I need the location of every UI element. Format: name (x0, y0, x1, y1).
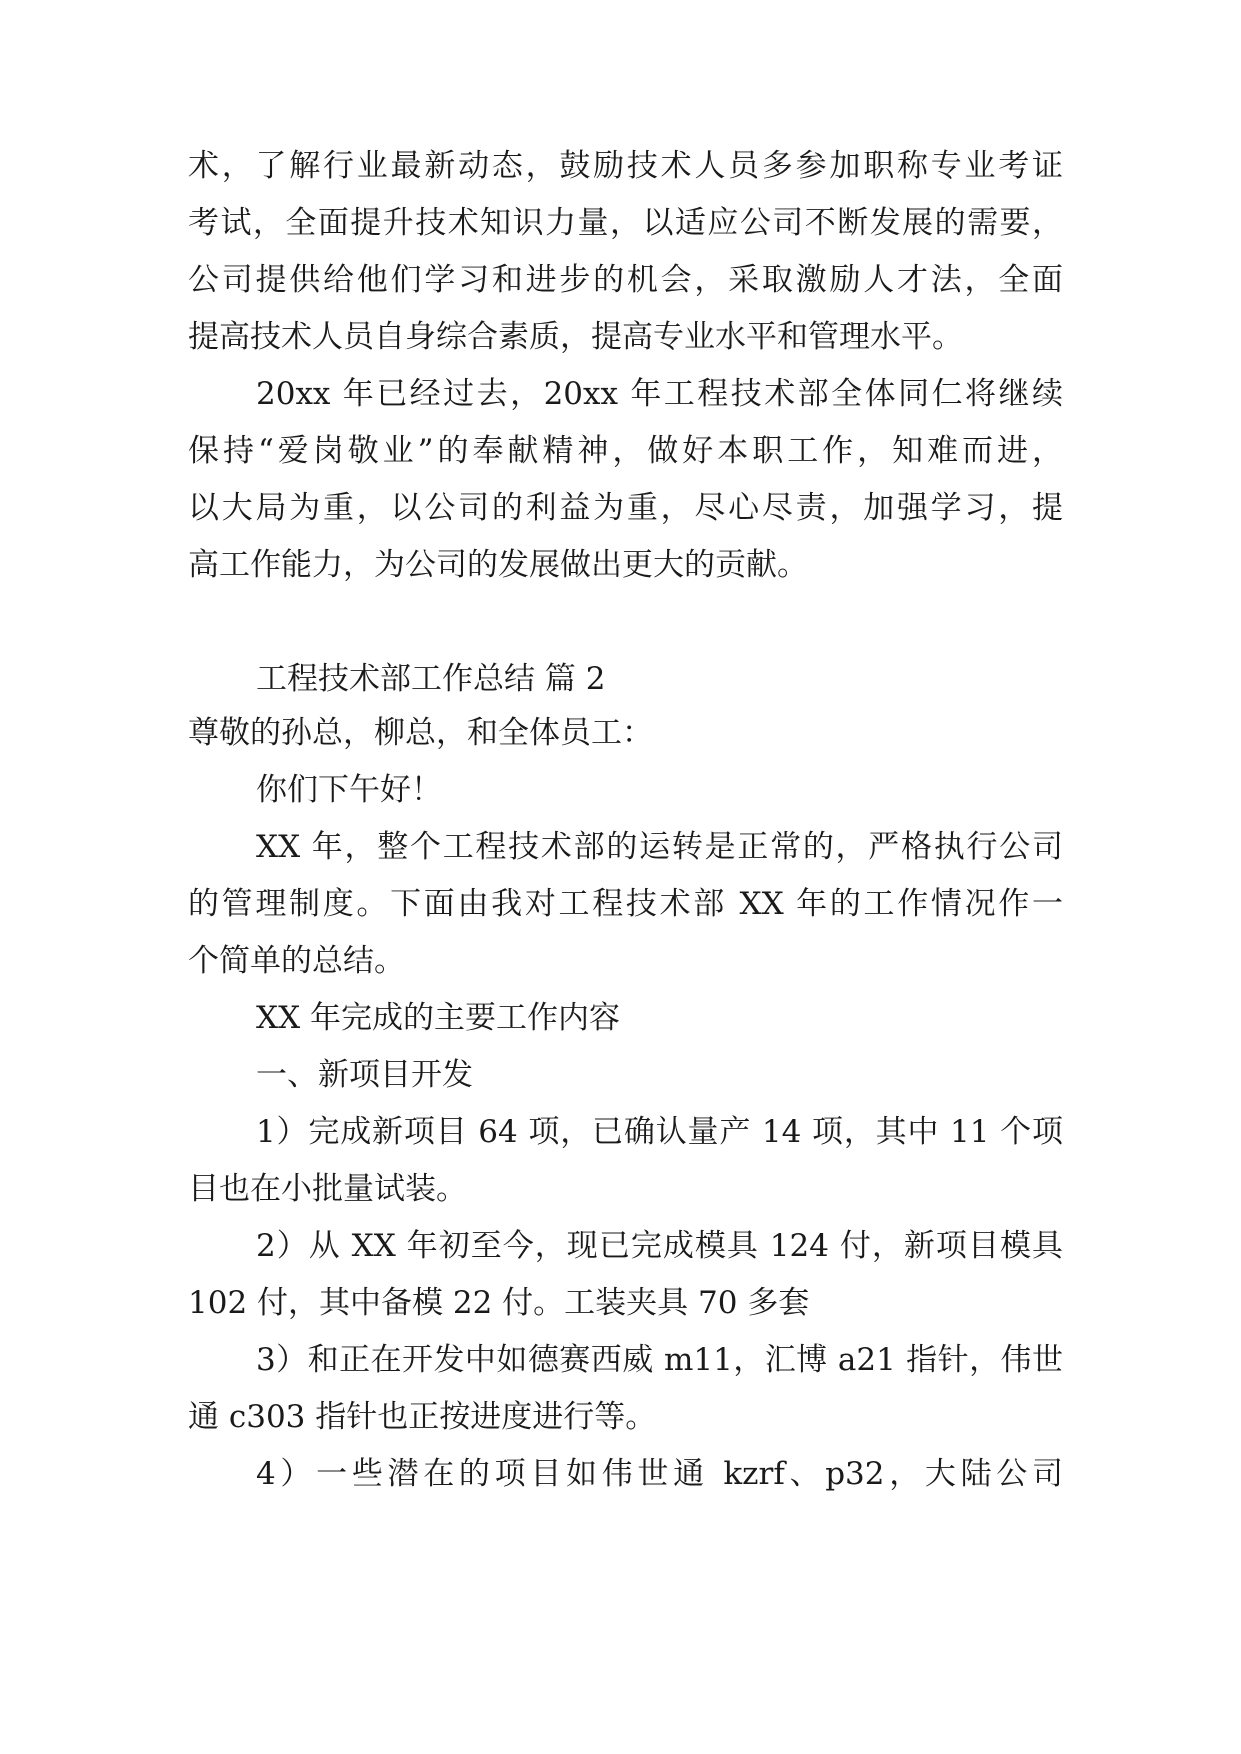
text-line: 高工作能力，为公司的发展做出更大的贡献。 (188, 547, 808, 583)
salutation: 尊敬的孙总，柳总，和全体员工： (188, 715, 653, 751)
text-line: 保持“爱岗敬业”的奉献精神，做好本职工作，知难而进， (188, 433, 1063, 469)
greeting: 你们下午好！ (256, 772, 442, 808)
section-heading: 工程技术部工作总结 篇 2 (256, 661, 606, 697)
list-item: 4）一些潜在的项目如伟世通 kzrf、p32，大陆公司 (256, 1456, 1063, 1492)
list-item-continued: 102 付，其中备模 22 付。工装夹具 70 多套 (188, 1285, 810, 1321)
text-line: 20xx 年已经过去，20xx 年工程技术部全体同仁将继续 (256, 376, 1063, 412)
text-line: 考试，全面提升技术知识力量，以适应公司不断发展的需要， (188, 205, 1063, 241)
list-item-continued: 通 c303 指针也正按进度进行等。 (188, 1399, 657, 1435)
subheading: XX 年完成的主要工作内容 (256, 1000, 620, 1036)
text-line: 的管理制度。下面由我对工程技术部 XX 年的工作情况作一 (188, 886, 1063, 922)
list-item: 3）和正在开发中如德赛西威 m11，汇博 a21 指针，伟世 (256, 1342, 1063, 1378)
text-line: 术，了解行业最新动态，鼓励技术人员多参加职称专业考证 (188, 148, 1063, 184)
text-line: 个简单的总结。 (188, 943, 405, 979)
list-item: 1）完成新项目 64 项，已确认量产 14 项，其中 11 个项 (256, 1114, 1063, 1150)
list-item-continued: 目也在小批量试装。 (188, 1171, 467, 1207)
text-line: XX 年，整个工程技术部的运转是正常的，严格执行公司 (256, 829, 1063, 865)
text-line: 公司提供给他们学习和进步的机会，采取激励人才法，全面 (188, 262, 1063, 298)
list-item: 2）从 XX 年初至今，现已完成模具 124 付，新项目模具 (256, 1228, 1063, 1264)
subheading: 一、新项目开发 (256, 1057, 473, 1093)
text-line: 提高技术人员自身综合素质，提高专业水平和管理水平。 (188, 319, 963, 355)
text-line: 以大局为重，以公司的利益为重，尽心尽责，加强学习，提 (188, 490, 1063, 526)
